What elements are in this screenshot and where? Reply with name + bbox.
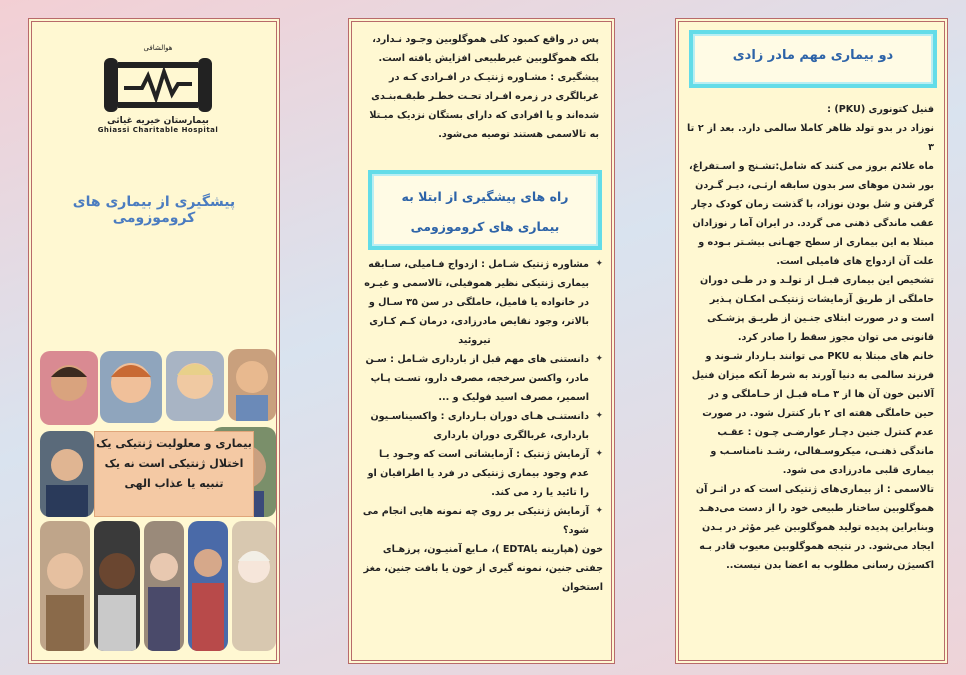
text-line: مادر، واکسن سرخجه، مصرف دارو، تسـت پـاپ [370,373,589,384]
text-line: بالاتر، وجود نقایص مادرزادی، درمان کـم کـاری [369,316,589,327]
text-line: بیماری ژنتیکی نظیر هموفیلی، تالاسمی و غیـره [364,278,589,289]
logo-name-fa: بیمارستان خیریه غیاثی [107,116,209,126]
text-line: را تائید یا رد می کند. [491,487,589,498]
cover-title: پیشگیری از بیماری های کروموزومی [72,194,236,226]
prevention-list [360,255,603,597]
text-line: در خانواده یا فامیل، حاملگی در سن ۳۵ سـال و [368,297,589,308]
child-photo [228,349,276,421]
prevention-title-box [368,170,602,250]
text-line: حین حاملگی هفته ای ۲ بار کنترل شود. در صورت [702,408,934,419]
quote-line: بیماری و معلولیت ژنتیکی یک [96,437,252,450]
child-photo [100,351,162,423]
text-line: خون (هپارینه یاEDTA )، مـایع آمنیـون، پرزهـای [382,544,603,555]
text-line: به تالاسمی هستند توصیه می‌شود. [438,129,599,140]
child-photo [40,431,94,517]
text-line: ماندگی ذهنـی، میکروسـفالی، رشـد نامناسـب و [710,446,934,457]
list-item [360,502,603,540]
child-photo [40,351,98,425]
text-line: قانونی می توان مجوز سقط را صادر کرد. [737,332,934,343]
list-item [360,350,603,407]
hospital-logo [72,44,244,134]
quote-line: اختلال ژنتیکی است نه یک [104,457,244,470]
text-line: پیشگیری : مشـاوره ژنتیـک در افـرادی کـه در [389,72,599,83]
text-line: مبتلا به این بیماری از سطح جهـانی بیشـتر بـوده و [698,237,934,248]
quote-line: تنبیه یا عذاب الهی [124,477,224,490]
text-line: شود؟ [563,525,589,536]
text-line: جفتی جنین، نمونه گیری از خون یا بافت جنین، مغز [363,563,603,574]
box-title-line: راه های پیشگیری از ابتلا به [401,189,569,204]
text-line: هموگلوبین ساختار طبیعی خود را از دست می‌دهـد [698,503,934,514]
box-title: دو بیماری مهم مادر زادی [732,48,894,63]
photo-collage [38,349,276,653]
child-photo [188,521,228,651]
text-line: ماه علائم بروز می کنند که شامل:تشـنج و اسـتفراغ، [688,161,934,172]
child-photo [166,351,224,421]
panel-congenital-diseases [675,18,948,664]
diseases-title-box [689,30,937,88]
text-line: بیماری قلبی مادرزادی می شود. [782,465,934,476]
list-item [360,445,603,502]
text-line: گرفتن و شل بودن نوزاد، با گذشت زمان کودک دچار [691,199,934,210]
text-line: است و در صورت ابتلای جنـین از طریـق پزشـکی [707,313,934,324]
child-photo [144,521,184,651]
quote-box [94,431,254,517]
logo-top-text: هوالشافی [143,44,173,52]
text-line: تیروئید [458,335,491,346]
panel-cover [28,18,280,664]
logo-mark-icon [102,54,214,114]
text-line: استخوان [561,582,603,593]
text-line: آلانین خون آن ها از ۳ مـاه قبـل از حـاملگی و در [708,389,934,400]
text-line: اکسیژن رسانی مطلوب به اعضا بدن نیست.. [726,560,934,571]
text-line: فنیل کتونوری (PKU) : [827,104,934,115]
child-photo [94,521,140,651]
text-line: شده‌اند و یا افرادی که دارای بستگان نزدیک مبـتلا [369,110,599,121]
diseases-text [687,100,934,575]
box-title-line: بیماری های کروموزومی [410,219,560,234]
text-line: علت آن ازدواج های فامیلی است. [776,256,934,267]
text-line: ✦ دانستنـی هـای دوران بـارداری : واکسیناسـیون [370,411,589,422]
text-line: ✦ دانستنی های مهم قبل از بارداری شـامل : سـن [365,354,589,365]
intro-text [362,30,599,144]
panel-prevention [348,18,615,664]
text-line: ایجاد می‌شود. در نتیجه هموگلوبین معیوب قادر بـه [699,541,934,552]
text-line: بارداری، غربالگری دوران بارداری [433,430,589,441]
child-photo [232,521,276,651]
text-line: وبنابراین پدیده تولید هموگلوبین غیر مؤثر در بـدن [702,522,934,533]
logo-name-en: Ghiassi Charitable Hospital [97,126,219,134]
text-line: ✦ آزمایش ژنتیکی بر روی چه نمونه هایی انجام می [362,506,589,517]
text-line: بور شدن موهای سر بدون سابقه ارثـی، دیـر گـردن [695,180,934,191]
text-line: نوزاد در بدو تولد ظاهر کاملا سالمی دارد. بعد از ۲ تا ۳ [687,123,934,153]
text-line: پس در واقع کمبود کلی هموگلوبین وجـود نـدارد، [372,34,599,45]
text-line: ✦ مشاوره ژنتیک شـامل : ازدواج فـامیلی، سـابقه [368,259,589,270]
list-item [360,407,603,445]
text-line: اسمیر، مصرف اسید فولیک و ... [438,392,589,403]
child-photo [40,521,90,651]
list-item [360,255,603,350]
text-line: تشخیص این بیماری قبـل از تولـد و در طـی دوران [700,275,934,286]
text-line: عدم وجود بیماری ژنتیکی در فرد یا اطرافیان او [367,468,589,479]
text-line: خانم های مبتلا به PKU می توانند بـاردار شـوند و [705,351,934,362]
text-line: تالاسمی : از بیماری‌های ژنتیکی است که در اثـر آن [695,484,934,495]
text-line: فرزند سالمی به دنیا آورند به شرط آنکه میزان فنیل [691,370,934,381]
text-line: عقب ماندگی ذهنی می گردد. در ایران آما ر نوزادان [692,218,934,229]
text-line: عدم کنترل جنین دچـار عوارضـی چـون : عقـب [717,427,934,438]
text-line: غربالگری در زمره افـراد تحـت خطـر طبقـه‌بنـدی [371,91,599,102]
text-line: ✦ آزمایش ژنتیک : آزمایشاتی است که وجـود یـا [379,449,589,460]
text-line: حاملگی از طریق آزمایشات ژنتیکـی امکـان پـذیر [709,294,934,305]
text-line: بلکه هموگلوبین غیرطبیعی افزایش یافته است. [378,53,599,64]
